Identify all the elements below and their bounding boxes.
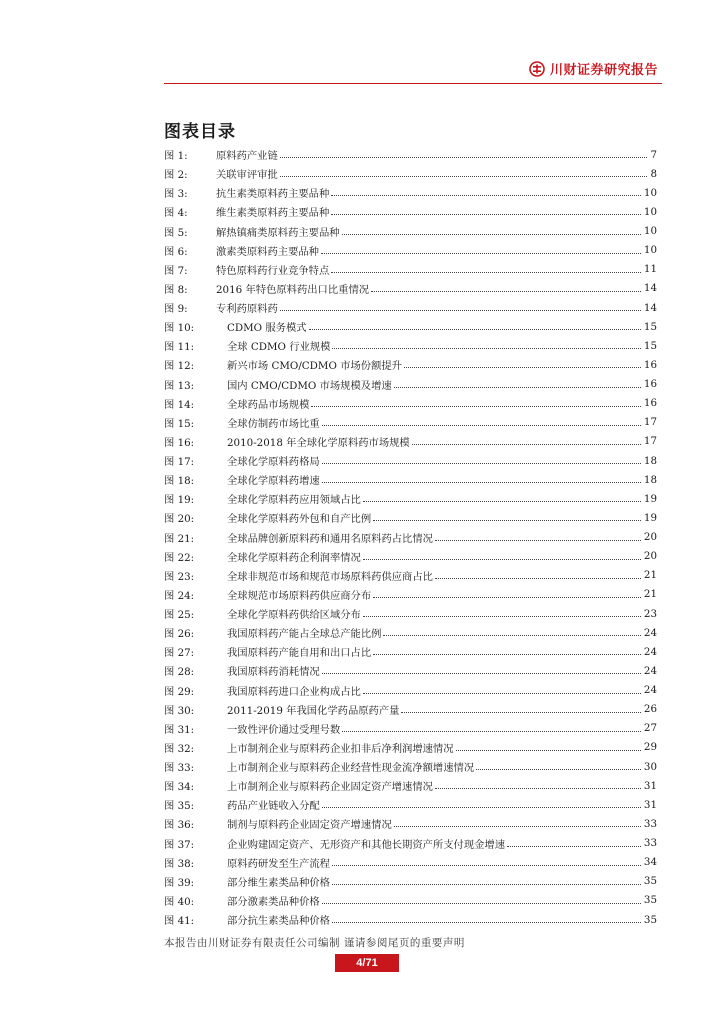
toc-entry-title: 全球化学原料药格局	[227, 456, 320, 469]
toc-leader-dots	[280, 157, 648, 158]
toc-leader-dots	[280, 310, 641, 311]
toc-entry-number: 图 39:	[164, 876, 195, 889]
toc-entry-number: 图 7:	[164, 264, 188, 277]
toc-entry-number: 图 30:	[164, 704, 195, 717]
toc-entry-number: 图 23:	[164, 570, 195, 583]
toc-entry-page: 23	[643, 607, 657, 620]
toc-entry-title: 全球化学原料药增速	[227, 475, 320, 488]
toc-entry-title: 全球化学原料药外包和自产比例	[227, 513, 372, 526]
toc-leader-dots	[280, 176, 648, 177]
toc-entry[interactable]	[164, 317, 657, 336]
toc-entry[interactable]	[164, 222, 657, 241]
toc-entry[interactable]	[164, 279, 657, 298]
toc-entry-page: 19	[643, 492, 657, 505]
toc-entry-number: 图 2:	[164, 169, 188, 182]
toc-entry[interactable]	[164, 508, 657, 527]
toc-entry-number: 图 31:	[164, 723, 195, 736]
toc-entry-number: 图 5:	[164, 226, 188, 239]
toc-entry-number: 图 36:	[164, 819, 195, 832]
toc-leader-dots	[507, 846, 641, 847]
toc-entry-title: 2010-2018 年全球化学原料药市场规模	[227, 436, 410, 449]
toc-entry-title: 2011-2019 年我国化学药品原药产量	[227, 704, 400, 717]
footer-disclaimer: 本报告由川财证券有限责任公司编制 谨请参阅尾页的重要声明	[164, 937, 465, 949]
toc-entry[interactable]	[164, 183, 657, 202]
toc-entry-number: 图 19:	[164, 494, 195, 507]
toc-entry-page: 35	[643, 913, 657, 926]
toc-entry-number: 图 13:	[164, 379, 195, 392]
toc-entry-page: 14	[643, 301, 657, 314]
toc-leader-dots	[332, 922, 641, 923]
toc-leader-dots	[322, 482, 641, 483]
toc-leader-dots	[342, 234, 641, 235]
toc-leader-dots	[373, 654, 641, 655]
toc-entry[interactable]	[164, 776, 657, 795]
toc-entry-number: 图 41:	[164, 915, 195, 928]
toc-entry-page: 35	[643, 894, 657, 907]
toc-entry-number: 图 29:	[164, 685, 195, 698]
toc-entry-title: 原料药研发至生产流程	[227, 857, 330, 870]
toc-entry[interactable]	[164, 355, 657, 374]
toc-entry-number: 图 35:	[164, 800, 195, 813]
toc-entry-page: 24	[643, 684, 657, 697]
toc-entry[interactable]	[164, 547, 657, 566]
toc-entry-number: 图 18:	[164, 475, 195, 488]
toc-entry-number: 图 15:	[164, 417, 195, 430]
toc-entry-page: 33	[643, 837, 657, 850]
toc-entry-title: 专利药原料药	[216, 303, 278, 316]
toc-entry[interactable]	[164, 814, 657, 833]
toc-leader-dots	[322, 673, 641, 674]
toc-leader-dots	[309, 329, 641, 330]
toc-entry-page: 24	[643, 626, 657, 639]
toc-entry-number: 图 21:	[164, 532, 195, 545]
toc-entry-page: 24	[643, 645, 657, 658]
toc-entry-title: 2016 年特色原料药出口比重情况	[216, 283, 370, 296]
toc-entry-page: 10	[643, 225, 657, 238]
toc-entry[interactable]	[164, 413, 657, 432]
toc-entry-title: 关联审评审批	[216, 169, 278, 182]
toc-leader-dots	[332, 348, 640, 349]
toc-entry-number: 图 17:	[164, 456, 195, 469]
toc-entry-title: 上市制剂企业与原料药企业扣非后净利润增速情况	[227, 742, 454, 755]
toc-leader-dots	[394, 387, 641, 388]
toc-entry-title: 新兴市场 CMO/CDMO 市场份额提升	[227, 360, 402, 373]
toc-entry-number: 图 27:	[164, 647, 195, 660]
toc-entry-page: 7	[650, 148, 657, 161]
toc-entry[interactable]	[164, 375, 657, 394]
toc-leader-dots	[322, 903, 641, 904]
toc-entry-page: 8	[650, 167, 657, 180]
toc-entry-title: 全球品牌创新原料药和通用名原料药占比情况	[227, 532, 433, 545]
toc-entry[interactable]	[164, 394, 657, 413]
toc-entry[interactable]	[164, 489, 657, 508]
toc-leader-dots	[332, 884, 641, 885]
toc-entry-title: CDMO 服务模式	[227, 322, 307, 335]
toc-entry-number: 图 25:	[164, 609, 195, 622]
toc-leader-dots	[435, 788, 641, 789]
toc-entry-number: 图 9:	[164, 303, 188, 316]
toc-entry-page: 33	[643, 817, 657, 830]
toc-leader-dots	[363, 501, 641, 502]
toc-entry-number: 图 16:	[164, 436, 195, 449]
toc-entry-title: 全球规范市场原料药供应商分布	[227, 589, 372, 602]
toc-entry-number: 图 3:	[164, 188, 188, 201]
toc-entry-number: 图 24:	[164, 589, 195, 602]
toc-entry-page: 21	[643, 569, 657, 582]
toc-entry-number: 图 4:	[164, 207, 188, 220]
toc-entry-page: 16	[643, 397, 657, 410]
toc-leader-dots	[331, 214, 641, 215]
toc-entry[interactable]	[164, 202, 657, 221]
toc-entry[interactable]	[164, 910, 657, 929]
toc-entry-title: 全球化学原料药企利润率情况	[227, 551, 361, 564]
brand-name: 川财证券研究报告	[549, 63, 658, 78]
toc-entry-title: 特色原料药行业竞争特点	[216, 264, 330, 277]
toc-entry-number: 图 40:	[164, 895, 195, 908]
toc-entry-number: 图 12:	[164, 360, 195, 373]
toc-entry-title: 全球化学原料药供给区域分布	[227, 609, 361, 622]
toc-leader-dots	[332, 865, 641, 866]
toc-leader-dots	[435, 540, 641, 541]
toc-entry[interactable]	[164, 470, 657, 489]
toc-leader-dots	[476, 769, 641, 770]
toc-entry[interactable]	[164, 528, 657, 547]
toc-entry[interactable]	[164, 642, 657, 661]
toc-entry[interactable]	[164, 661, 657, 680]
toc-entry-title: 药品产业链收入分配	[227, 800, 320, 813]
toc-entry[interactable]	[164, 853, 657, 872]
toc-entry-number: 图 37:	[164, 838, 195, 851]
toc-entry[interactable]	[164, 834, 657, 853]
toc-entry-page: 21	[643, 588, 657, 601]
toc-entry-page: 18	[643, 454, 657, 467]
toc-entry-page: 30	[643, 760, 657, 773]
toc-entry-number: 图 26:	[164, 628, 195, 641]
toc-leader-dots	[363, 616, 641, 617]
toc-entry-title: 我国原料药进口企业构成占比	[227, 685, 361, 698]
toc-entry[interactable]	[164, 241, 657, 260]
toc-entry-number: 图 11:	[164, 341, 195, 354]
toc-entry-number: 图 38:	[164, 857, 195, 870]
toc-entry[interactable]	[164, 891, 657, 910]
toc-entry-number: 图 33:	[164, 762, 195, 775]
toc-entry[interactable]	[164, 795, 657, 814]
toc-entry[interactable]	[164, 566, 657, 585]
brand	[529, 59, 658, 78]
toc-leader-dots	[373, 597, 641, 598]
toc-leader-dots	[456, 750, 641, 751]
toc-leader-dots	[331, 272, 641, 273]
toc-entry-number: 图 32:	[164, 742, 195, 755]
toc-entry-title: 国内 CMO/CDMO 市场规模及增速	[227, 379, 392, 392]
toc-entry-title: 上市制剂企业与原料药企业经营性现金流净额增速情况	[227, 762, 475, 775]
toc-leader-dots	[383, 635, 640, 636]
toc-entry[interactable]	[164, 585, 657, 604]
toc-entry-title: 制剂与原料药企业固定资产增速情况	[227, 819, 392, 832]
toc-entry-page: 27	[643, 722, 657, 735]
toc-entry-number: 图 8:	[164, 283, 188, 296]
toc-leader-dots	[404, 367, 641, 368]
toc-entry[interactable]	[164, 719, 657, 738]
toc-entry-title: 企业购建固定资产、无形资产和其他长期资产所支付现金增速	[227, 838, 506, 851]
toc-entry-title: 原料药产业链	[216, 150, 278, 163]
toc-entry-title: 全球化学原料药应用领域占比	[227, 494, 361, 507]
toc-entry[interactable]	[164, 757, 657, 776]
toc-entry-title: 上市制剂企业与原料药企业固定资产增速情况	[227, 781, 433, 794]
toc-entry[interactable]	[164, 681, 657, 700]
toc-leader-dots	[401, 712, 640, 713]
toc-entry-title: 全球 CDMO 行业规模	[227, 341, 331, 354]
toc-leader-dots	[394, 826, 641, 827]
chuancai-logo-icon	[529, 61, 545, 77]
toc-entry-page: 18	[643, 473, 657, 486]
toc-entry-page: 10	[643, 244, 657, 257]
report-header	[164, 55, 662, 84]
toc-entry-page: 26	[643, 703, 657, 716]
toc-entry[interactable]	[164, 738, 657, 757]
toc-entry-page: 17	[643, 416, 657, 429]
toc-entry[interactable]	[164, 336, 657, 355]
toc-entry-page: 10	[643, 205, 657, 218]
toc-entry-page: 17	[643, 435, 657, 448]
toc-entry-page: 31	[643, 798, 657, 811]
toc-entry-number: 图 34:	[164, 781, 195, 794]
toc-leader-dots	[371, 291, 641, 292]
toc-leader-dots	[363, 559, 641, 560]
toc-entry-title: 一致性评价通过受理号数	[227, 723, 341, 736]
toc-entry-title: 维生素类原料药主要品种	[216, 207, 330, 220]
figure-table-of-contents	[164, 145, 657, 929]
toc-entry-page: 11	[643, 263, 657, 276]
toc-entry-page: 16	[643, 378, 657, 391]
toc-leader-dots	[322, 463, 641, 464]
toc-entry-page: 34	[643, 856, 657, 869]
toc-entry-page: 15	[643, 320, 657, 333]
toc-entry[interactable]	[164, 451, 657, 470]
toc-leader-dots	[331, 195, 641, 196]
toc-entry-number: 图 28:	[164, 666, 195, 679]
toc-entry-page: 29	[643, 741, 657, 754]
toc-entry-title: 我国原料药产能自用和出口占比	[227, 647, 372, 660]
toc-entry-number: 图 6:	[164, 245, 188, 258]
toc-entry-page: 20	[643, 531, 657, 544]
toc-entry-title: 部分抗生素类品种价格	[227, 915, 330, 928]
toc-leader-dots	[373, 520, 641, 521]
toc-entry-title: 全球仿制药市场比重	[227, 417, 320, 430]
toc-leader-dots	[435, 578, 641, 579]
toc-entry-number: 图 10:	[164, 322, 195, 335]
toc-entry-title: 部分维生素类品种价格	[227, 876, 330, 889]
toc-heading: 图表目录	[164, 122, 236, 142]
toc-leader-dots	[342, 731, 641, 732]
toc-leader-dots	[363, 693, 641, 694]
toc-entry-page: 35	[643, 875, 657, 888]
toc-entry[interactable]	[164, 604, 657, 623]
toc-entry-number: 图 22:	[164, 551, 195, 564]
toc-entry[interactable]	[164, 872, 657, 891]
toc-entry[interactable]	[164, 432, 657, 451]
toc-entry-title: 我国原料药消耗情况	[227, 666, 320, 679]
toc-entry-title: 全球非规范市场和规范市场原料药供应商占比	[227, 570, 433, 583]
toc-leader-dots	[412, 444, 641, 445]
toc-entry[interactable]	[164, 700, 657, 719]
toc-entry-title: 全球药品市场规模	[227, 398, 310, 411]
toc-entry-page: 15	[643, 339, 657, 352]
toc-entry[interactable]	[164, 164, 657, 183]
toc-leader-dots	[322, 425, 641, 426]
toc-entry-title: 解热镇痛类原料药主要品种	[216, 226, 340, 239]
toc-entry-title: 我国原料药产能占全球总产能比例	[227, 628, 382, 641]
toc-entry-page: 19	[643, 511, 657, 524]
toc-entry-number: 图 14:	[164, 398, 195, 411]
toc-entry-page: 16	[643, 358, 657, 371]
toc-entry-page: 24	[643, 664, 657, 677]
toc-entry[interactable]	[164, 623, 657, 642]
toc-entry-page: 10	[643, 186, 657, 199]
toc-leader-dots	[321, 253, 641, 254]
toc-entry-number: 图 1:	[164, 150, 188, 163]
toc-leader-dots	[322, 807, 641, 808]
toc-entry-number: 图 20:	[164, 513, 195, 526]
toc-entry[interactable]	[164, 298, 657, 317]
toc-entry[interactable]	[164, 145, 657, 164]
toc-entry-title: 抗生素类原料药主要品种	[216, 188, 330, 201]
toc-entry[interactable]	[164, 260, 657, 279]
toc-entry-page: 20	[643, 550, 657, 563]
toc-entry-page: 14	[643, 282, 657, 295]
toc-leader-dots	[311, 406, 641, 407]
page-number-badge: 4/71	[335, 954, 399, 972]
toc-entry-title: 部分激素类品种价格	[227, 895, 320, 908]
toc-entry-page: 31	[643, 779, 657, 792]
toc-entry-title: 激素类原料药主要品种	[216, 245, 319, 258]
